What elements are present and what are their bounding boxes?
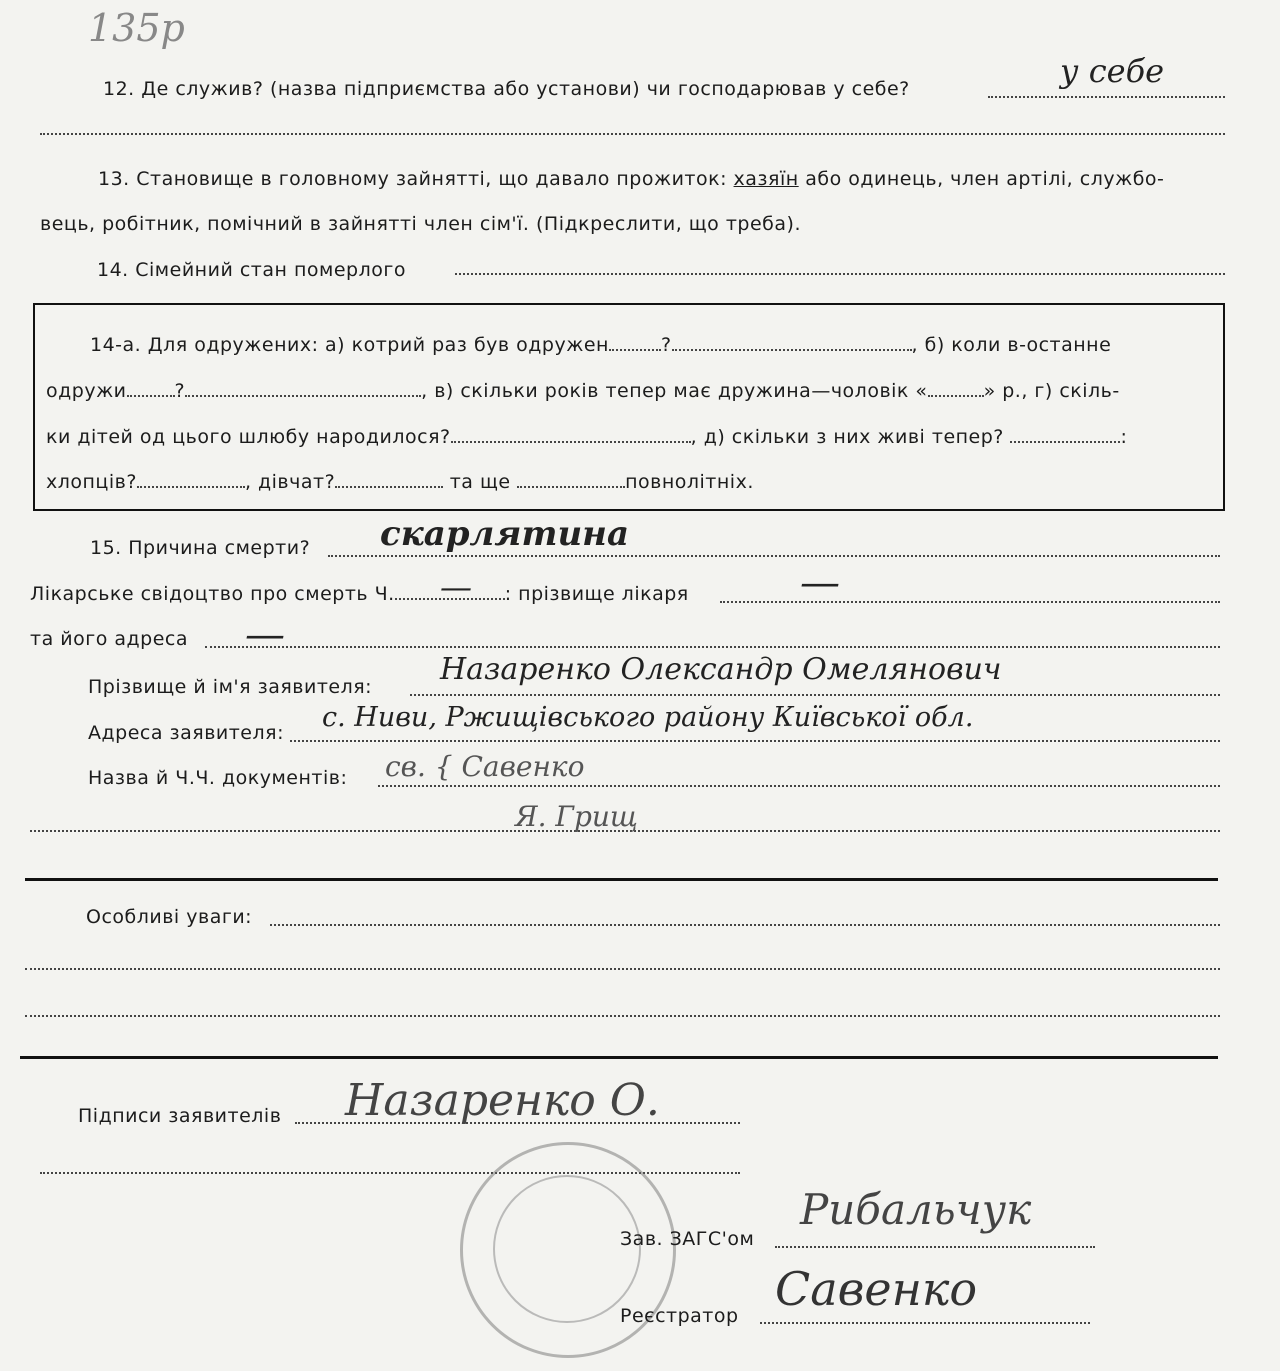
applicant-docs-value-2: Я. Грищ <box>515 800 638 833</box>
signatures-value: Назаренко О. <box>345 1075 660 1126</box>
doctor-name-dash: — <box>800 560 840 606</box>
registrar-label: Реєстратор <box>620 1305 739 1327</box>
applicant-addr-label: Адреса заявителя: <box>88 722 284 744</box>
applicant-name-dots <box>410 694 1220 696</box>
applicant-docs-value-1: св. { Савенко <box>385 750 585 783</box>
q14a-dots-a <box>609 349 661 351</box>
q15-answer: скарлятина <box>380 514 629 554</box>
q12-answer: у себе <box>1060 52 1165 90</box>
corner-note: 135р <box>88 6 185 50</box>
applicant-name-label: Прізвище й ім'я заявителя: <box>88 676 373 698</box>
q14a-line2: одружи ? , в) скільки років тепер має дружина—чоловік « » р., г) скіль- <box>46 380 1120 402</box>
q13-underlined-choice: хазяїн <box>733 168 799 190</box>
q12-dots <box>988 96 1225 98</box>
address-label: та його адреса <box>30 628 188 650</box>
q13-line2: вець, робітник, помічний в зайнятті член сім'ї. (Підкреслити, що треба). <box>40 213 801 235</box>
section-divider-2 <box>20 1056 1218 1059</box>
doctor-label: Лікарське свідоцтво про смерть Ч. : прізвище лікаря <box>30 583 689 605</box>
q14a-dots-b <box>672 349 912 351</box>
head-signature: Рибальчук <box>800 1185 1032 1234</box>
q15-dots <box>328 555 1220 557</box>
q14-label: 14. Сімейний стан померлого <box>97 259 406 281</box>
applicant-addr-dots <box>290 740 1220 742</box>
notes-dots-1 <box>270 924 1220 926</box>
applicant-addr-value: с. Ниви, Ржищівського району Київської обл. <box>322 702 974 733</box>
q14a-line4: хлопців? , дівчат? та ще повнолітніх. <box>46 471 754 493</box>
address-dots <box>205 646 1220 648</box>
signatures-label: Підписи заявителів <box>78 1105 282 1127</box>
applicant-docs-label: Назва й Ч.Ч. документів: <box>88 767 348 789</box>
applicant-docs-dots <box>378 785 1220 787</box>
notes-dots-2 <box>25 968 1220 970</box>
q14a-line3: ки дітей од цього шлюбу народилося? , д) скільки з них живі тепер? : <box>46 426 1128 448</box>
q14a-line1: 14-а. Для одружених: а) котрий раз був одружен ? , б) коли в-останне <box>90 334 1112 356</box>
q12-dots-2 <box>40 133 1225 135</box>
registrar-signature: Савенко <box>775 1262 978 1316</box>
head-dots <box>775 1246 1095 1248</box>
section-divider-1 <box>25 878 1218 881</box>
q14-dots <box>455 273 1225 275</box>
address-dash: — <box>245 612 285 658</box>
registrar-dots <box>760 1322 1090 1324</box>
q15-label: 15. Причина смерти? <box>90 537 311 559</box>
doctor-number-dash: — <box>440 568 472 606</box>
q12-label: 12. Де служив? (назва підприємства або установи) чи господарював у себе? <box>103 78 910 100</box>
q13-line1: 13. Становище в головному зайнятті, що давало прожиток: хазяїн або одинець, член артілі, службо- <box>98 168 1165 190</box>
notes-dots-3 <box>25 1015 1220 1017</box>
doctor-dots <box>720 601 1220 603</box>
applicant-name-value: Назаренко Олександр Омелянович <box>440 652 1002 687</box>
notes-label: Особливі уваги: <box>86 906 253 928</box>
head-label: Зав. ЗАГС'ом <box>620 1228 755 1250</box>
